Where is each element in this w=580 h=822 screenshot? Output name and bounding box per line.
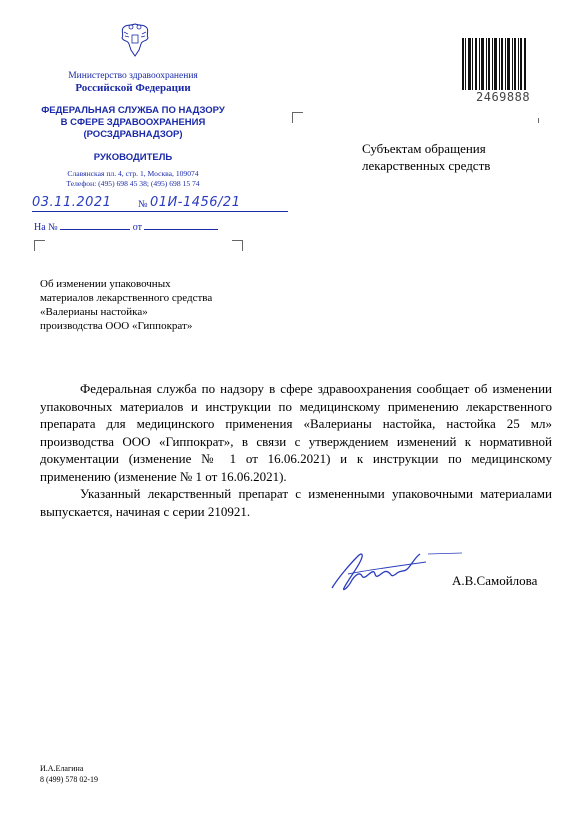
subject-corner-mark — [232, 240, 243, 251]
phone-line: Телефон: (495) 698 45 38; (495) 698 15 74 — [66, 179, 200, 188]
address-block — [22, 169, 244, 189]
ministry-name — [38, 70, 228, 94]
service-line: (РОСЗДРАВНАДЗОР) — [83, 129, 183, 140]
reply-reference — [34, 220, 218, 233]
head-title: РУКОВОДИТЕЛЬ — [93, 152, 173, 163]
reply-date-blank — [144, 220, 218, 230]
subject-line: производства ООО «Гиппократ» — [40, 320, 193, 332]
address-corner-mark — [534, 112, 544, 122]
subject-line: Об изменении упаковочных — [40, 278, 171, 290]
registration-number-label: № — [138, 199, 148, 210]
coat-of-arms-icon — [118, 20, 152, 60]
address-corner-mark — [292, 112, 303, 123]
reply-on-label: На № — [34, 222, 58, 233]
body-paragraph: Федеральная служба по надзору в сфере здравоохранения сообщает об изменении упаковочных материалов и инструкции по медицинскому применению лекарственного препарата для медицинского применения «Валерианы настойка, настойка 25 мл» производства ООО «Гиппократ», в связи с утверждением изменений к нормативной документации (изменение № 1 от 16.06.2021) и к инструкции по медицинскому применению (изменение № 1 от 16.06.2021). — [40, 381, 552, 484]
registration-underline — [32, 211, 288, 212]
executor-block — [40, 763, 98, 785]
reply-from-label: от — [132, 222, 142, 233]
service-line: ФЕДЕРАЛЬНАЯ СЛУЖБА ПО НАДЗОРУ — [41, 105, 225, 116]
letter-body — [40, 380, 552, 520]
handwritten-signature — [328, 548, 468, 596]
signer-name: А.В.Самойлова — [452, 573, 538, 588]
registration-number: 01И-1456/21 — [150, 195, 241, 210]
service-name — [22, 105, 244, 141]
service-line: В СФЕРЕ ЗДРАВООХРАНЕНИЯ — [60, 117, 206, 128]
recipient-line: лекарственных средств — [362, 158, 491, 173]
subject-corner-mark — [34, 240, 45, 251]
executor-phone: 8 (499) 578 02-19 — [40, 775, 98, 784]
subject-line: материалов лекарственного средства — [40, 292, 213, 304]
registration-date: 03.11.2021 — [32, 195, 112, 210]
reply-number-blank — [60, 220, 130, 230]
registration-line — [32, 195, 292, 219]
executor-name: И.А.Елагина — [40, 764, 84, 773]
body-paragraph: Указанный лекарственный препарат с измененными упаковочными материалами выпускается, начиная с серии 210921. — [40, 486, 552, 519]
barcode-icon — [462, 38, 526, 90]
barcode-number: 2469888 — [476, 90, 531, 104]
address-line: Славянская пл. 4, стр. 1, Москва, 109074 — [67, 169, 199, 178]
subject-block — [40, 277, 212, 333]
recipient-block — [362, 140, 490, 174]
recipient-line: Субъектам обращения — [362, 141, 486, 156]
ministry-line1: Министерство здравоохранения — [68, 71, 198, 81]
subject-line: «Валерианы настойка» — [40, 306, 148, 318]
ministry-line2: Российской Федерации — [75, 82, 191, 94]
